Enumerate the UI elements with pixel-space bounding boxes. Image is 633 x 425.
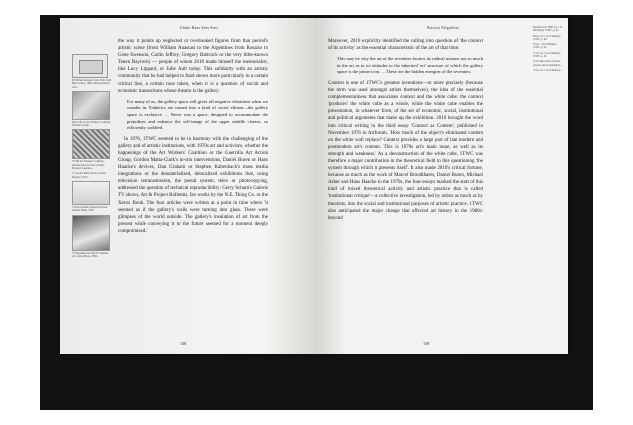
paragraph: In 1976, 1TWC seemed to be in harmony with the challenging of the gallery and of artistic institutions, with 1970s art and activism, whether the happenings of the Art Workers' Coalition or the Guerrilla Art Action Group, Gordon Matta-Clark's in-situ interventions, Daniel Buren or Hans Haacke's devices, Dan Graham or Stephen Kaltenbach's mass media integrations or the dematerialized, delocalized exhibitions that, using television retransmission, the postal system, telex or photocopying, addressed the question of technical reproducibility: Gerry Schum's Galerie TV shows, Art & Project Bulletins, fax works by the N.E. Thing Co. or the Xerox Book. The four articles were written at a point in time where 'it seemed as if the gallery's walls were turning into glass. There were glimpses of the world outside. The gallery's insulation of art from the present while conveying it to the future seemed for a moment deeply compromised.' [118, 136, 268, 234]
footnote: 73 Id., ed. 1 So O'Doherty... [533, 68, 563, 72]
running-head-right: Patricia Falguières [427, 26, 460, 30]
footnote: 68 Afterword 1986, ed. 1 So O'Doherty, 1TWC, p. 91. [533, 26, 563, 33]
figure-caption: 69 Id., 69, in: Art Workers' Coalition, Women's Group... [72, 120, 111, 128]
page-number-left: 138 [180, 341, 187, 346]
figure-caption: 73 Siegelaub and John W. Weedler, eds., Xerox Book, 1968... [72, 251, 109, 258]
paragraph: Context is one of 1TWC's greatest inventions—or more precisely (because the term was used amongst artists themselves), the idea of the essential complementariness that associates context and the white cube: the context 'produces' the white cube as a whole, while the white cube enables the presentation, in whatever form, of the set of economic, social, institutional and political arguments that make up the exhibition. 2010 brought the word into critical writing in the third essay 'Context as Content', published in November 1976 in Artforum. 'How much of the object's eliminated content on the white wall replace? Context provides a large part of late modern and postmodern art's content. This is 1970s art's main issue, as well as its strength and weakness.' As a deconstruction of the white cube, 1TWC was therefore a major contribution in the theoretical field to this questioning 'the system through which it presents itself'. It also made 2010's critical fortune, because as much as the work of Marcel Broodthaers, Daniel Buren, Michael Asher and Hans Haacke in the 1970s, the four-essays marked the start of this kind of mixed theoretical activity and artistic practice that is called 'institutional critique'—a collective investigation, led by artists as much as by theorists, into the social and institutional purposes of artistic practice. 1TWC also anticipated the major change that affected art history in the 1980s: beyond [328, 80, 483, 221]
figure-thumbnail [72, 91, 110, 120]
figure-thumbnail [72, 215, 110, 251]
paragraph: the way it points up neglected or overlooked figures from that period's artistic scene (from William Anastasi to the Argentines from Rosario to Gene Swenson, Carlin Jeffrey, Gregory Battcock or the very little-known Tenen Bayrock) — people of whom 2010 made himself the memorialist, like Lucy Lippard, or Julie Ault today. This solidarity with an artistic community that he had helped to fund shows more particularly in a certain critical line, a certain tone taken, when it is a question of social and economic transactions whose theatre is the gallery: [118, 39, 268, 94]
figure-caption: 70 The Art Workers' Coalition, demonstration in front of Pablo Picasso's Guernica... [72, 160, 105, 171]
footnote: 71 Id., ed. 1 So O'Doherty, 1TWC, p. 91. [533, 51, 561, 59]
block-quote: This may be why the art of the seventies locates its radical notions not so much in the art as in its attitudes to the inherited 'art' structure of which the gallery space is the prime icon. ... These are the hidden energies of the seventies. [337, 56, 483, 75]
footnote: 69 Id., ed. 1 So O'Doherty, 1TWC, p. 94. [533, 34, 561, 41]
left-body-text [118, 38, 268, 235]
block-quote: For many of us, the gallery space still gives off negative vibrations when we wander in. Esthetics are turned into a kind of social elitism—the gallery space is exclusive. ... Never was a space, designed to accommodate the prejudices and enhance the self-image of the upper middle classes, so efficiently codified. [127, 98, 268, 131]
running-head-left: Under Hans Sees Sees [180, 26, 219, 30]
figure-caption: 72 Dan Graham, Video Projection Outside Home, 1978 [72, 205, 108, 213]
right-page [315, 18, 568, 354]
figure-thumbnail [72, 129, 110, 159]
figure-thumbnail [72, 181, 110, 205]
left-page [60, 18, 315, 354]
figure-thumbnail [72, 54, 108, 78]
footnote: 70 Id., 1 So O'Doherty, 1TWC, p. 91. [533, 43, 558, 50]
figure-caption: 68 William Anastasi, West Wall, from Bern Gallery, 1966, with installation view... [72, 79, 112, 89]
right-margin-notes [533, 26, 565, 74]
right-body-text [328, 38, 483, 222]
open-book [60, 18, 568, 354]
left-margin-figures [72, 54, 112, 260]
figure-caption: 71 Gordon Matta-Clark, Conical Intersect, 1975... [72, 172, 106, 179]
footnote: 72 On this sense of artistic practice and its institution... [533, 60, 562, 67]
page-number-right: 139 [423, 341, 430, 346]
paragraph: Moreover, 2010 explicitly identified the calling into question of 'the context of its activity' as the essential characteristic of the art of that time: [328, 39, 483, 52]
